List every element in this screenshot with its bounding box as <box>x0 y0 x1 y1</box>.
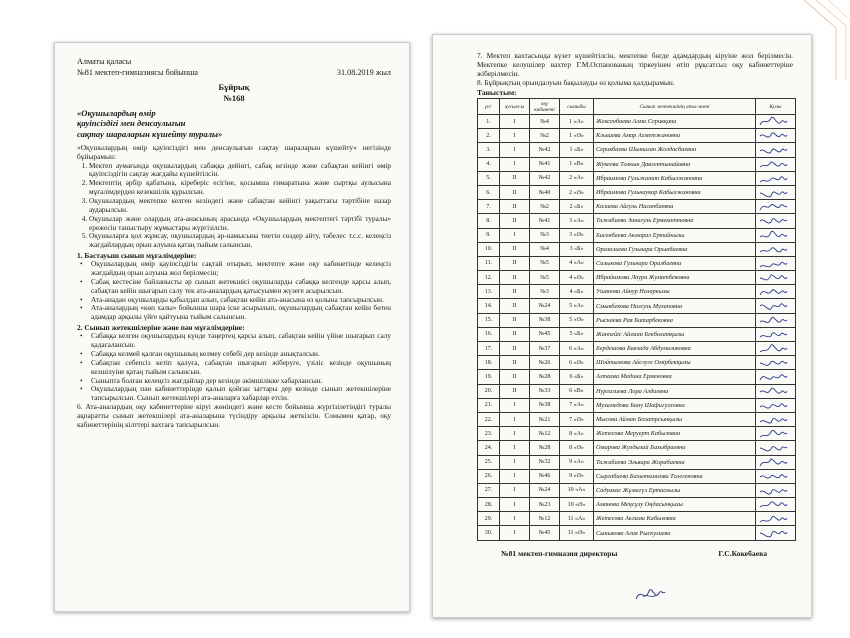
table-cell: 26. <box>478 469 500 483</box>
table-cell: 5. <box>478 171 500 185</box>
table-cell: I <box>500 143 530 157</box>
signature-icon <box>756 356 796 370</box>
table-row <box>478 200 796 214</box>
table-row <box>478 398 796 412</box>
table-cell: Смыкбекова Назгуль Мухановна <box>594 299 756 313</box>
title-line: «Оқушылардың өмір <box>77 108 156 118</box>
table-cell: 3 «Б» <box>560 242 594 256</box>
order-item: 3. Оқушылардың мектепке келген кезіндегі және сабақтан кейінгі уақыттағы тәртібіне назар аударылсын. <box>89 197 391 215</box>
table-row <box>478 526 796 540</box>
table-cell: №40 <box>530 185 560 199</box>
acknowledged-title: Таныстым: <box>477 88 517 97</box>
table-cell: 16. <box>478 327 500 341</box>
table-cell: Ибрайимова Лаура Жуматбековна <box>594 271 756 285</box>
table-cell: 22. <box>478 412 500 426</box>
table-cell: II <box>500 299 530 313</box>
signature-icon <box>756 370 796 384</box>
table-cell: 6 «В» <box>560 384 594 398</box>
table-cell: №12 <box>530 427 560 441</box>
signature-icon <box>756 483 796 497</box>
signature-icon <box>756 342 796 356</box>
table-cell: 11 «Ә» <box>560 526 594 540</box>
table-cell: 4 «Б» <box>560 285 594 299</box>
signature-icon <box>756 412 796 426</box>
table-cell: 30. <box>478 526 500 540</box>
table-cell: Омарова Жулдызай Бахыбраевна <box>594 441 756 455</box>
table-cell: №42 <box>530 143 560 157</box>
table-cell: Нургалиева Лора Алдиевна <box>594 384 756 398</box>
table-cell: 10 «Ә» <box>560 498 594 512</box>
table-cell: №26 <box>530 356 560 370</box>
signature-icon <box>756 512 796 526</box>
signature-icon <box>756 427 796 441</box>
table-cell: II <box>500 242 530 256</box>
table-cell: 8. <box>478 214 500 228</box>
table-cell: II <box>500 256 530 270</box>
table-row <box>478 185 796 199</box>
table-row <box>478 214 796 228</box>
table-row <box>478 441 796 455</box>
order-page-right <box>432 34 812 618</box>
table-cell: Жетесова Аклима Кабызовна <box>594 512 756 526</box>
section-1-list <box>77 260 391 322</box>
table-row <box>478 455 796 469</box>
header-school-row <box>77 68 391 79</box>
table-cell: Клышева Амар Ахметжановна <box>594 129 756 143</box>
table-cell: 11. <box>478 256 500 270</box>
signature-icon <box>756 299 796 313</box>
table-cell: II <box>500 271 530 285</box>
table-header-row <box>478 99 796 115</box>
director-signature-icon <box>633 583 667 605</box>
director-signature-line <box>477 549 793 558</box>
table-cell: 1 «Ә» <box>560 129 594 143</box>
order-item-6: 6. Ата-аналардың оқу кабинеттеріне кіруі жөніндегі және кесте бойынша жүргізілетіндігі туралы ақпаратты сынып жетекшілері ата-аналарына түсіндіру арқылы жеткізсін. Сонымен қатар, оқу кабинеттерінің кілттері вахтаға тапсырылсын. <box>77 403 391 429</box>
table-cell: 6 «Ә» <box>560 356 594 370</box>
table-cell: II <box>500 342 530 356</box>
school-label: №81 мектеп-гимназиясы бойынша <box>77 67 199 77</box>
table-cell: 15. <box>478 313 500 327</box>
table-cell: Рыскаева Рая Битарбековна <box>594 313 756 327</box>
table-cell: II <box>500 356 530 370</box>
table-row <box>478 356 796 370</box>
table-cell: Алтаева Мадина Ерменовна <box>594 370 756 384</box>
table-cell: II <box>500 384 530 398</box>
table-cell: 23. <box>478 427 500 441</box>
table-row <box>478 271 796 285</box>
table-cell: I <box>500 412 530 426</box>
signature-icon <box>756 242 796 256</box>
order-items <box>77 162 391 250</box>
column-header: сыныбы <box>560 99 594 115</box>
order-title <box>77 108 391 139</box>
order-page-left <box>54 42 410 612</box>
signature-icon <box>756 313 796 327</box>
table-cell: 28. <box>478 498 500 512</box>
table-row <box>478 498 796 512</box>
table-cell: II <box>500 214 530 228</box>
table-cell: №42 <box>530 171 560 185</box>
table-cell: 17. <box>478 342 500 356</box>
table-cell: I <box>500 115 530 129</box>
table-cell: 20. <box>478 384 500 398</box>
table-cell: I <box>500 441 530 455</box>
column-header: Сынып жетекшінің аты-жөні <box>594 99 756 115</box>
table-cell: I <box>500 512 530 526</box>
signature-icon <box>756 271 796 285</box>
acknowledgement-table <box>477 98 796 541</box>
table-cell: 4. <box>478 157 500 171</box>
order-heading <box>77 82 391 104</box>
table-cell: Садуакас Жұмагүл Ертаскызы <box>594 483 756 497</box>
table-cell: №37 <box>530 342 560 356</box>
table-cell: I <box>500 427 530 441</box>
preamble: «Оқушылардың өмір қауіпсіздігі мен денсаулығын сақтау шараларын күшейту» негізінде бұйырамын: <box>77 143 391 162</box>
table-cell: №5 <box>530 271 560 285</box>
table-cell: 2 «А» <box>560 171 594 185</box>
table-row <box>478 171 796 185</box>
table-row <box>478 228 796 242</box>
bullet-item: • Оқушылардың өмір қауіпсіздігін сақтай отырып, мектепте және оқу кабинетінде келеңсіз жағдайдың орын алуына жол берілмесін; <box>89 260 391 278</box>
table-cell: II <box>500 327 530 341</box>
table-cell: Салыкова Гульнара Оралбаевна <box>594 256 756 270</box>
table-cell: Ибраимова Гульнаукар Кабылжановна <box>594 185 756 199</box>
table-cell: I <box>500 526 530 540</box>
table-cell: №32 <box>530 455 560 469</box>
table-cell: 9. <box>478 228 500 242</box>
section-2-title: 2. Сынып жетекшілеріне және пән мұғалімдеріне: <box>77 323 245 333</box>
director-title: №81 мектеп-гимназия директоры <box>501 548 618 558</box>
signature-icon <box>756 143 796 157</box>
signature-icon <box>756 171 796 185</box>
table-cell: 6. <box>478 185 500 199</box>
table-cell: 11 «А» <box>560 512 594 526</box>
table-cell: №24 <box>530 299 560 313</box>
table-cell: Серикбаева Шынылан Жолдасбаевна <box>594 143 756 157</box>
table-cell: 21. <box>478 398 500 412</box>
table-row <box>478 327 796 341</box>
table-cell: №41 <box>530 214 560 228</box>
signature-icon <box>756 157 796 171</box>
table-row <box>478 483 796 497</box>
signature-icon <box>756 228 796 242</box>
table-cell: Жукеева Толкын Давлентынайовна <box>594 157 756 171</box>
order-item-8: 8. Бұйрықтың орындалуын бақылауды өз қолыма қалдырамын. <box>477 78 675 87</box>
table-cell: 7 «Ә» <box>560 412 594 426</box>
bullet-item: • Сабаққа келмей қалған оқушының келмеу себебі дер кезінде анықталсын. <box>89 350 391 359</box>
table-cell: 25. <box>478 455 500 469</box>
table-cell: №45 <box>530 526 560 540</box>
signature-icon <box>756 285 796 299</box>
table-row <box>478 129 796 143</box>
order-number: №168 <box>223 93 245 103</box>
table-cell: II <box>500 313 530 327</box>
table-cell: 1 «А» <box>560 115 594 129</box>
table-cell: 13. <box>478 285 500 299</box>
table-cell: 8 «Ә» <box>560 441 594 455</box>
table-cell: Сыргабаева Бахыткиязова Толегеновна <box>594 469 756 483</box>
table-cell: Калиева Айгуль Нисанбаевна <box>594 200 756 214</box>
table-row <box>478 469 796 483</box>
table-row <box>478 242 796 256</box>
table-row <box>478 115 796 129</box>
signature-icon <box>756 441 796 455</box>
table-cell: №23 <box>530 498 560 512</box>
table-cell: I <box>500 157 530 171</box>
table-cell: 24. <box>478 441 500 455</box>
table-cell: 2. <box>478 129 500 143</box>
table-cell: Ушанова Айнур Назаркызы <box>594 285 756 299</box>
table-body <box>478 115 796 541</box>
director-name: Г.С.Кокебаева <box>718 548 767 558</box>
table-cell: 6 «А» <box>560 342 594 356</box>
column-header: р/с <box>478 99 500 115</box>
table-cell: II <box>500 171 530 185</box>
signature-icon <box>756 200 796 214</box>
order-item: 2. Мектептің әрбір қабатына, кіреберіс есігіне, қосымша ғимаратына және сыртқы аулысына мұғалімдерден кезекшілік құрылсын. <box>89 179 391 197</box>
table-cell: 3 «А» <box>560 214 594 228</box>
table-cell: II <box>500 185 530 199</box>
order-word: Бұйрық <box>218 82 250 92</box>
table-row <box>478 256 796 270</box>
table-cell: №2 <box>530 129 560 143</box>
table-cell: 8 «А» <box>560 427 594 441</box>
table-cell: 6 «Б» <box>560 370 594 384</box>
table-cell: II <box>500 370 530 384</box>
column-header: аусым-ы <box>500 99 530 115</box>
signature-icon <box>756 214 796 228</box>
table-cell: 5 «Ә» <box>560 313 594 327</box>
city-label: Алматы қаласы <box>77 57 132 66</box>
table-cell: 14. <box>478 299 500 313</box>
column-header: оқу кабинеті <box>530 99 560 115</box>
table-cell: Мысова Айман Болатрсынқызы <box>594 412 756 426</box>
column-header: Қолы <box>756 99 796 115</box>
signature-icon <box>756 185 796 199</box>
header-city-row <box>77 57 391 68</box>
table-cell: 18. <box>478 356 500 370</box>
table-cell: №4 <box>530 115 560 129</box>
table-cell: 5 «А» <box>560 299 594 313</box>
table-cell: №46 <box>530 469 560 483</box>
signature-icon <box>756 115 796 129</box>
bullet-item: • Ата-анадан оқушыларды қабылдап алып, сабақтан кейін ата-анасына өз қолына тапсырылсын. <box>89 296 391 305</box>
table-cell: I <box>500 228 530 242</box>
section-1-title: 1. Бастауыш сынып мұғалімдеріне: <box>77 251 197 261</box>
table-cell: Тажибаева Зинагуль Ермекаттовна <box>594 214 756 228</box>
signature-icon <box>756 455 796 469</box>
table-cell: I <box>500 483 530 497</box>
table-cell: 10 «А» <box>560 483 594 497</box>
signature-icon <box>756 256 796 270</box>
table-cell: 29. <box>478 512 500 526</box>
table-row <box>478 157 796 171</box>
table-cell: 27. <box>478 483 500 497</box>
table-cell: №4 <box>530 242 560 256</box>
table-cell: 2 «Б» <box>560 200 594 214</box>
table-cell: 1 «Б» <box>560 143 594 157</box>
table-row <box>478 512 796 526</box>
table-cell: №45 <box>530 327 560 341</box>
table-row <box>478 427 796 441</box>
table-cell: 19. <box>478 370 500 384</box>
table-cell: Мухамедова Бану Шафигулловна <box>594 398 756 412</box>
table-cell: Аманова Меңсұлу Оңдасынқызы <box>594 498 756 512</box>
bullet-item: • Сабақтан себепсіз кетіп қалуға, сабақтан шығарып жіберуге, үзіліс кезінде оқушының кезшілуіне қатаң тыйым салынсын. <box>89 359 391 377</box>
table-cell: II <box>500 285 530 299</box>
table-cell: I <box>500 498 530 512</box>
table-row <box>478 370 796 384</box>
table-row <box>478 285 796 299</box>
table-cell: I <box>500 129 530 143</box>
table-cell: 9 «Ә» <box>560 469 594 483</box>
table-cell: I <box>500 455 530 469</box>
table-cell: №38 <box>530 313 560 327</box>
table-cell: 4 «А» <box>560 256 594 270</box>
signature-icon <box>756 469 796 483</box>
table-cell: №24 <box>530 483 560 497</box>
table-row <box>478 342 796 356</box>
table-row <box>478 143 796 157</box>
table-cell: Шойтымова Айслуге Омірбекқызы <box>594 356 756 370</box>
order-item: 4. Оқушылар және олардың ата-анасының арасында «Оқушылардың мектептегі тәртібі туралы» ережесін таныстыру жұмыстары жүргізілсін. <box>89 215 391 233</box>
section-2-list <box>77 332 391 403</box>
table-cell: 1 «В» <box>560 157 594 171</box>
table-cell: 7 «А» <box>560 398 594 412</box>
table-cell: 9 «А» <box>560 455 594 469</box>
order-item-7: 7. Мектеп вахтасында күзет күшейтілсін, мектепке бөгде адамдардың кіруіне жол берілмесін. Мектепке келушілер вахтер Г.М.Оспанованың тіркеуінен өтіп рұқсатсыз оқу кабинеттеріне жіберілмесін. <box>477 51 793 78</box>
table-cell: 12. <box>478 271 500 285</box>
table-cell: 7. <box>478 200 500 214</box>
table-cell: 4 «Ә» <box>560 271 594 285</box>
order-item: 1. Мектеп аумағында оқушылардың сабаққа дейінгі, сабақ кезінде және сабақтан кейінгі өмір қауіпсіздігін сақтау жағдайы күшейтілсін. <box>89 162 391 180</box>
table-cell: №33 <box>530 384 560 398</box>
bullet-item: • Сыныпта болған келеңсіз жағдайлар дер кезінде әкімшілікке хабарлансын. <box>89 377 391 386</box>
table-cell: Жетесова Меруерт Кабызовна <box>594 427 756 441</box>
signature-icon <box>756 526 796 540</box>
bullet-item: • Ата-аналардың «көп халы» бойынша шара іске асырылып, оқушылардың сабақтан кейін бөтен адамдар арқылы үйге қайтуына тыйым салынсын. <box>89 304 391 322</box>
table-cell: №28 <box>530 441 560 455</box>
title-line: сақтау шараларын күшейту туралы» <box>77 128 223 139</box>
signature-icon <box>756 398 796 412</box>
table-cell: №21 <box>530 412 560 426</box>
signature-icon <box>756 129 796 143</box>
bullet-item: • Сабаққа келген оқушылардың күнде таңертең қарсы алып, сабақтан кейін үйіне шығарып салу қадағалансын. <box>89 332 391 350</box>
table-cell: 3 «Ә» <box>560 228 594 242</box>
table-cell: №5 <box>530 256 560 270</box>
table-cell: №3 <box>530 285 560 299</box>
table-cell: №3 <box>530 228 560 242</box>
order-item: 5. Оқушыларға қол жұмсау, оқушылардың ар-намысына тиетін сөздер айту, тәбелес т.с.с. келеңсіз жағдайлардың орын алуына қатаң тыйым салынсын. <box>89 232 391 250</box>
table-cell: №38 <box>530 398 560 412</box>
table-cell: I <box>500 469 530 483</box>
table-cell: Жанпейіс Айзман Бекболатқызы <box>594 327 756 341</box>
table-cell: Бердешова Баязада Абдумаликовна <box>594 342 756 356</box>
table-cell: Ибраимова Гульжанат Кабылжановна <box>594 171 756 185</box>
bullet-item: • Сабақ кестесіне байланысты әр сынып жетекшісі оқушыларды сабаққа келгенде қарсы алып, сабақтан кейін шығарып салу тек ата-аналардың қатысуымен жүзеге асырылсын. <box>89 278 391 296</box>
table-cell: №12 <box>530 512 560 526</box>
table-cell: Жексенбаева Алма Серикқана <box>594 115 756 129</box>
table-cell: 10. <box>478 242 500 256</box>
signature-icon <box>756 327 796 341</box>
table-cell: 1. <box>478 115 500 129</box>
table-cell: Сыныкова Алия Рыскулиева <box>594 526 756 540</box>
table-row <box>478 412 796 426</box>
signature-icon <box>756 498 796 512</box>
order-date: 31.08.2019 жыл <box>336 67 391 77</box>
table-cell: Тажибаева Эльвира Жорабаевна <box>594 455 756 469</box>
table-cell: 5 «Б» <box>560 327 594 341</box>
table-row <box>478 384 796 398</box>
title-line: қауіпсіздігі мен денсаулығын <box>77 118 186 129</box>
table-cell: I <box>500 398 530 412</box>
table-row <box>478 313 796 327</box>
table-cell: 2 «Ә» <box>560 185 594 199</box>
table-cell: II <box>500 200 530 214</box>
table-cell: Бисенбаева Акмарал Ертайкызы <box>594 228 756 242</box>
table-cell: №2 <box>530 200 560 214</box>
bullet-item: • Оқушылардың пән кабинеттерінде қалып қойған заттары дер кезінде сынып жетекшілеріне тапсырылсын. Сынып жетекшілері ата-аналарға хабарлар етсін. <box>89 385 391 403</box>
table-row <box>478 299 796 313</box>
signature-icon <box>756 384 796 398</box>
table-cell: №41 <box>530 157 560 171</box>
table-cell: №28 <box>530 370 560 384</box>
table-cell: Оразалиева Гульнара Орынбаевна <box>594 242 756 256</box>
table-cell: 3. <box>478 143 500 157</box>
